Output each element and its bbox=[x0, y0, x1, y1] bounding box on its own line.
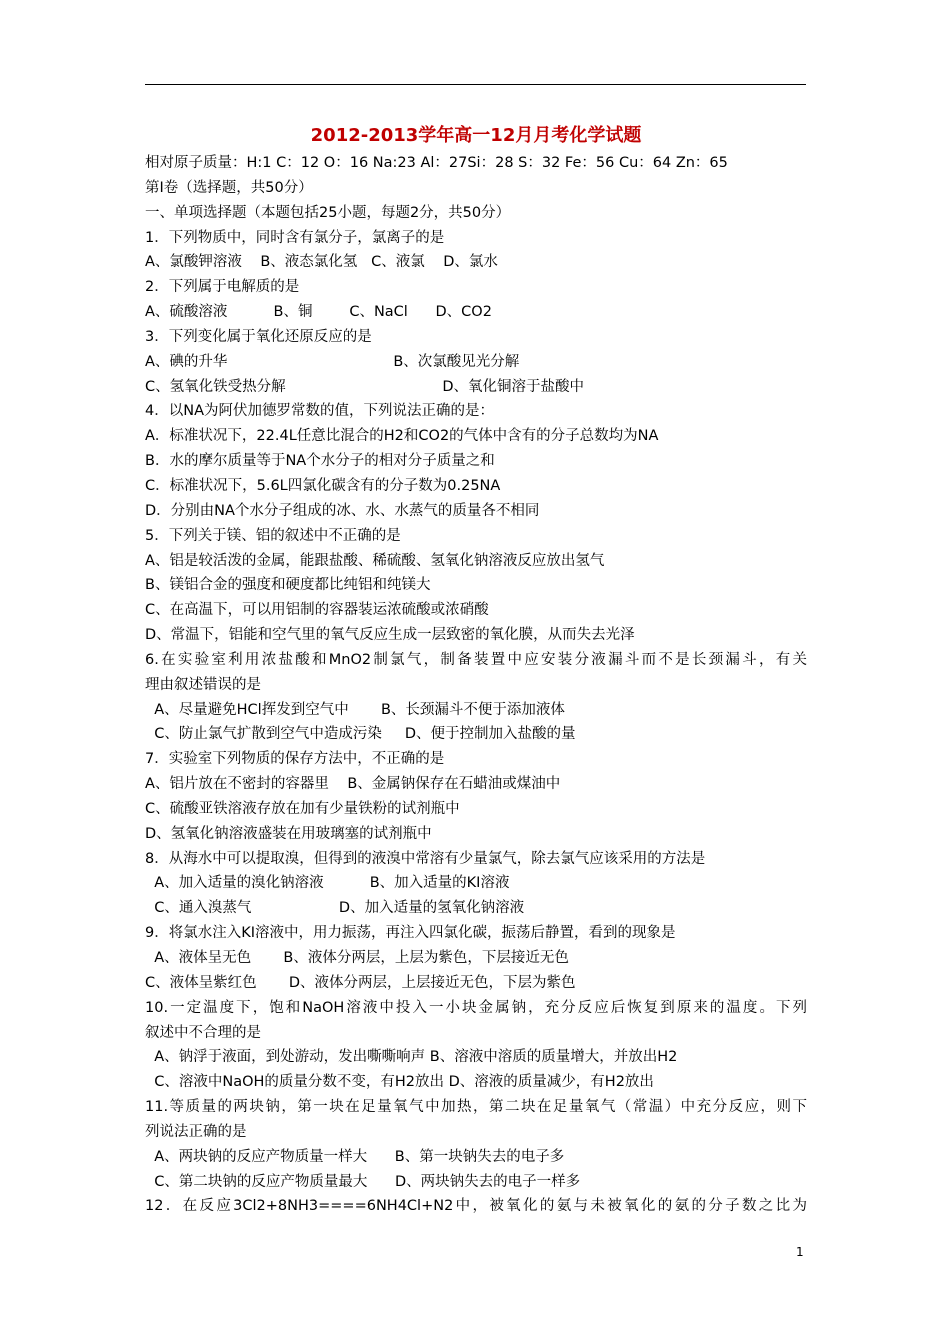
text-line: A、液体呈无色 B、液体分两层，上层为紫色，下层接近无色 bbox=[145, 950, 569, 966]
page-number: 1 bbox=[796, 1245, 804, 1259]
text-line: C、溶液中NaOH的质量分数不变，有H2放出 D、溶液的质量减少，有H2放出 bbox=[145, 1074, 654, 1091]
text-line: 相对原子质量：H:1 C：12 O：16 Na:23 Al：27Si：28 S：32 Fe：56 Cu：64 Zn：65 bbox=[145, 155, 728, 171]
text-line: A、碘的升华 B、次氯酸见光分解 bbox=[145, 353, 520, 370]
text-line: 7．实验室下列物质的保存方法中，不正确的是 bbox=[145, 751, 445, 768]
text-line: 12．在反应3Cl2+8NH3====6NH4Cl+N2中，被氧化的氨与未被氧化的氨的分子数之比为 bbox=[145, 1198, 807, 1215]
text-line: C、在高温下，可以用铝制的容器装运浓硫酸或浓硝酸 bbox=[145, 602, 489, 619]
text-line: C、防止氯气扩散到空气中造成污染 D、便于控制加入盐酸的量 bbox=[145, 726, 576, 743]
text-line: 8．从海水中可以提取溴，但得到的液溴中常溶有少量氯气，除去氯气应该采用的方法是 bbox=[145, 850, 706, 867]
text-line: A、加入适量的溴化钠溶液 B、加入适量的KI溶液 bbox=[145, 875, 510, 892]
text-line: A、氯酸钾溶液 B、液态氯化氢 C、液氯 D、氯水 bbox=[145, 254, 498, 271]
text-line: B、镁铝合金的强度和硬度都比纯铝和纯镁大 bbox=[145, 577, 431, 594]
text-line: 一、单项选择题（本题包括25小题，每题2分，共50分） bbox=[145, 204, 511, 221]
text-line: 第I卷（选择题，共50分） bbox=[145, 179, 313, 196]
text-line: A、硫酸溶液 B、铜 C、NaCl D、CO2 bbox=[145, 304, 492, 321]
text-line: 1．下列物质中，同时含有氯分子，氯离子的是 bbox=[145, 229, 445, 246]
text-line: D．分别由NA个水分子组成的冰、水、水蒸气的质量各不相同 bbox=[145, 502, 540, 519]
header-rule bbox=[145, 84, 806, 85]
document-body bbox=[145, 121, 807, 1219]
text-line: 4．以NA为阿伏加德罗常数的值，下列说法正确的是： bbox=[145, 403, 494, 420]
text-line: C．标准状况下，5.6L四氯化碳含有的分子数为0.25NA bbox=[145, 477, 501, 494]
text-line: D、常温下，铝能和空气里的氧气反应生成一层致密的氧化膜，从而失去光泽 bbox=[145, 627, 635, 644]
text-line: 5．下列关于镁、铝的叙述中不正确的是 bbox=[145, 527, 401, 544]
text-line: A、铝是较活泼的金属，能跟盐酸、稀硫酸、氢氧化钠溶液反应放出氢气 bbox=[145, 552, 605, 569]
text-line: C、液体呈紫红色 D、液体分两层，上层接近无色，下层为紫色 bbox=[145, 974, 576, 991]
text-lines bbox=[145, 151, 807, 1219]
text-line: 理由叙述错误的是 bbox=[145, 676, 261, 693]
text-line: A、尽量避免HCl挥发到空气中 B、长颈漏斗不便于添加液体 bbox=[145, 701, 565, 718]
text-line: 6.在实验室利用浓盐酸和MnO2制氯气，制备装置中应安装分液漏斗而不是长颈漏斗，有关 bbox=[145, 651, 807, 668]
text-line: A．标准状况下，22.4L任意比混合的H2和CO2的气体中含有的分子总数均为NA bbox=[145, 428, 659, 445]
text-line: A、两块钠的反应产物质量一样大 B、第一块钠失去的电子多 bbox=[145, 1148, 565, 1165]
text-line: C、通入溴蒸气 D、加入适量的氢氧化钠溶液 bbox=[145, 900, 525, 917]
text-line: A、钠浮于液面，到处游动，发出嘶嘶响声 B、溶液中溶质的质量增大，并放出H2 bbox=[145, 1049, 678, 1066]
text-line: C、第二块钠的反应产物质量最大 D、两块钠失去的电子一样多 bbox=[145, 1173, 581, 1190]
text-line: 9．将氯水注入KI溶液中，用力振荡，再注入四氯化碳，振荡后静置，看到的现象是 bbox=[145, 925, 676, 942]
text-line: 2．下列属于电解质的是 bbox=[145, 279, 300, 296]
text-line: 列说法正确的是 bbox=[145, 1123, 247, 1140]
text-line: D、氢氧化钠溶液盛装在用玻璃塞的试剂瓶中 bbox=[145, 825, 432, 842]
text-line: 11.等质量的两块钠，第一块在足量氧气中加热，第二块在足量氧气（常温）中充分反应，则下 bbox=[145, 1099, 807, 1116]
text-line: 叙述中不合理的是 bbox=[145, 1024, 261, 1041]
text-line: B．水的摩尔质量等于NA个水分子的相对分子质量之和 bbox=[145, 453, 495, 470]
text-line: 3．下列变化属于氧化还原反应的是 bbox=[145, 328, 372, 345]
text-line: C、氢氧化铁受热分解 D、氧化铜溶于盐酸中 bbox=[145, 378, 584, 395]
text-line: C、硫酸亚铁溶液存放在加有少量铁粉的试剂瓶中 bbox=[145, 800, 460, 817]
text-line: 10.一定温度下，饱和NaOH溶液中投入一小块金属钠，充分反应后恢复到原来的温度。下列 bbox=[145, 999, 807, 1016]
page-title: 2012-2013学年高一12月月考化学试题 bbox=[310, 125, 642, 146]
text-line: A、铝片放在不密封的容器里 B、金属钠保存在石蜡油或煤油中 bbox=[145, 776, 561, 793]
